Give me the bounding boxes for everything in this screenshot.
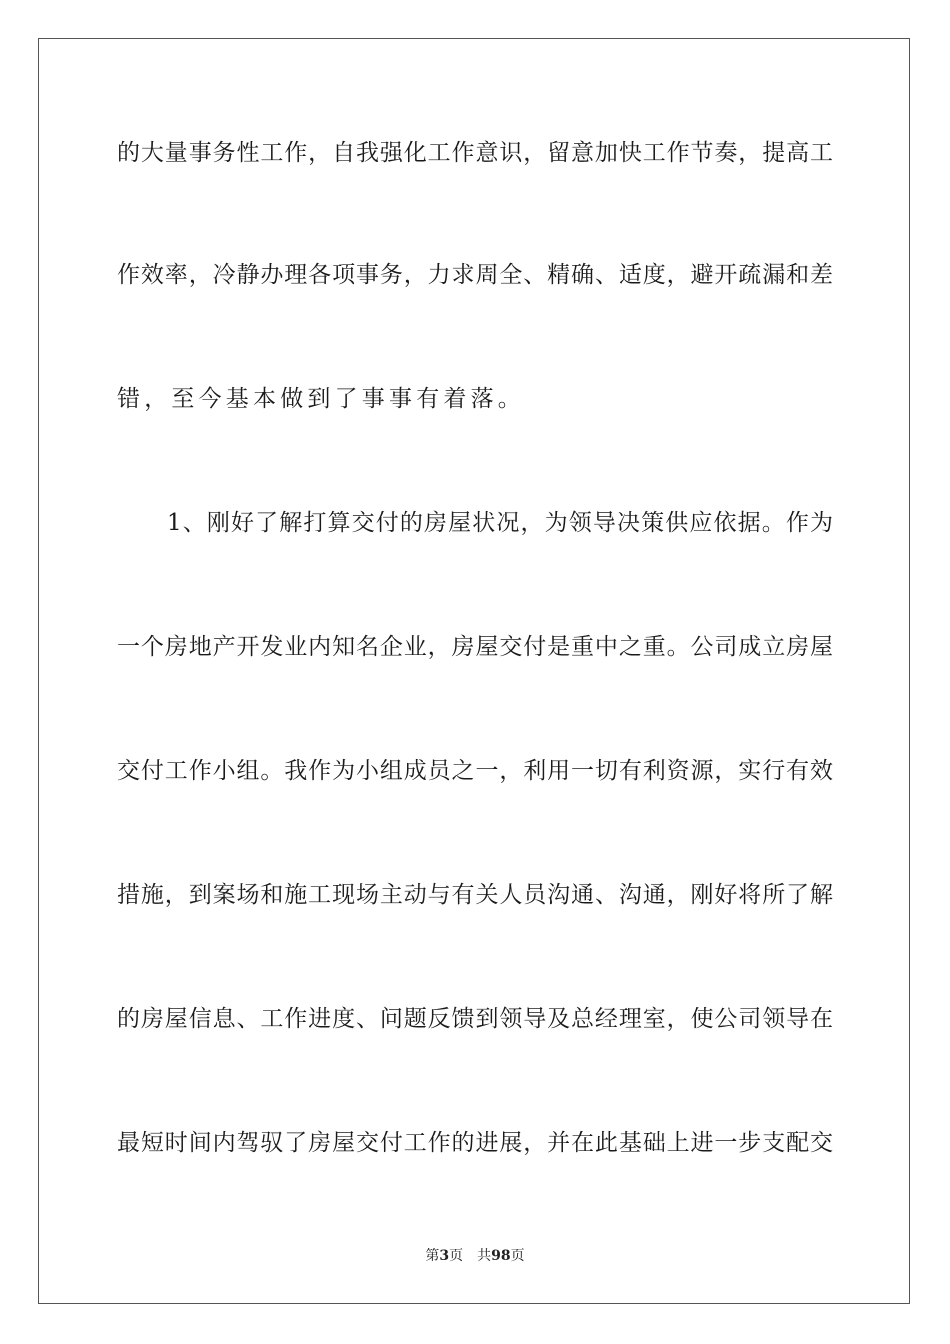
page-number: 3 <box>439 1248 450 1264</box>
page-prefix: 第 <box>425 1248 440 1264</box>
paragraph-line: 1、刚好了解打算交付的房屋状况，为领导决策供应依据。作为 <box>167 510 833 536</box>
paragraph-line: 一个房地产开发业内知名企业，房屋交付是重中之重。公司成立房屋 <box>117 634 833 660</box>
total-suffix: 页 <box>510 1248 525 1264</box>
paragraph-line: 交付工作小组。我作为小组成员之一，利用一切有利资源，实行有效 <box>117 758 833 784</box>
paragraph-line: 作效率，冷静办理各项事务，力求周全、精确、适度，避开疏漏和差 <box>117 262 833 288</box>
total-prefix: 共 <box>477 1248 492 1264</box>
page-border <box>38 38 910 1304</box>
page-footer <box>0 1246 950 1266</box>
total-pages: 98 <box>491 1248 511 1264</box>
paragraph-line: 的大量事务性工作，自我强化工作意识，留意加快工作节奏，提高工 <box>117 140 833 166</box>
paragraph-line: 的房屋信息、工作进度、问题反馈到领导及总经理室，使公司领导在 <box>117 1006 833 1032</box>
paragraph-line: 最短时间内驾驭了房屋交付工作的进展，并在此基础上进一步支配交 <box>117 1130 833 1156</box>
paragraph-line: 错，至今基本做到了事事有着落。 <box>117 386 525 412</box>
paragraph-line: 措施，到案场和施工现场主动与有关人员沟通、沟通，刚好将所了解 <box>117 882 833 908</box>
page-suffix: 页 <box>449 1248 464 1264</box>
